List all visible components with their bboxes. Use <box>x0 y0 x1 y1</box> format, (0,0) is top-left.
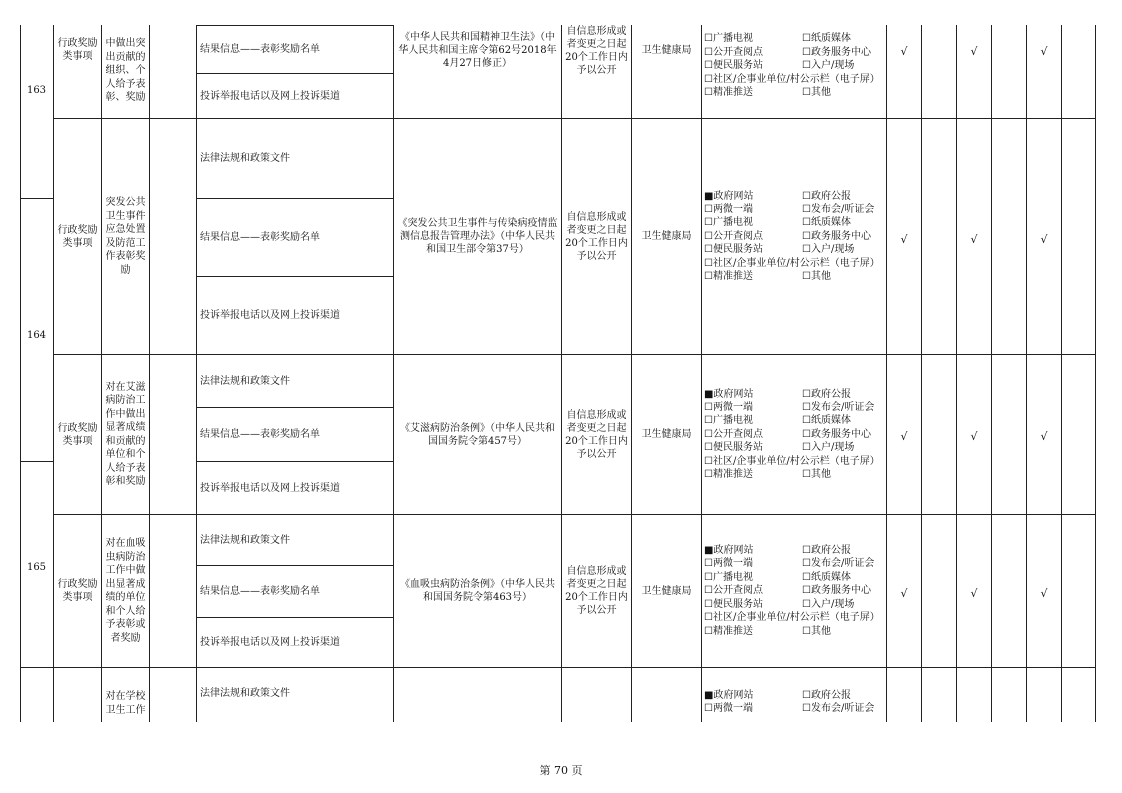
channel-option: ☐入户/现场 <box>802 244 855 256</box>
channels-list <box>704 119 886 354</box>
check-mark: √ <box>1040 44 1048 58</box>
channels-list <box>704 25 886 107</box>
check-mark: √ <box>900 586 908 600</box>
channel-option: ☐其他 <box>802 87 831 99</box>
channel-option: ☐纸质媒体 <box>802 217 851 229</box>
channel-option: ■政府网站 <box>704 388 754 400</box>
channel-option: ☐其他 <box>802 469 831 481</box>
channel-option: ☐纸质媒体 <box>802 415 851 427</box>
check-mark: √ <box>970 429 978 443</box>
channel-option: ☐社区/企事业单位/村公示栏（电子屏） <box>704 257 880 269</box>
channel-option: ☐政府公报 <box>802 689 851 701</box>
rule <box>1061 25 1062 722</box>
category-cell: 行政奖励类事项 <box>57 224 98 249</box>
info-cell: 法律法规和政策文件 <box>200 153 290 164</box>
channel-option: ☐政务服务中心 <box>802 428 871 440</box>
time-cell: 自信息形成或者变更之日起20个工作日内予以公开 <box>565 566 628 616</box>
check-mark: √ <box>900 429 908 443</box>
channel-option: ☐社区/企事业单位/村公示栏（电子屏） <box>704 455 880 467</box>
channel-option: ☐纸质媒体 <box>802 33 851 45</box>
channel-option: ☐两微一端 <box>704 401 753 413</box>
info-cell: 结果信息——表彰奖励名单 <box>200 232 320 243</box>
info-cell: 法律法规和政策文件 <box>200 375 290 387</box>
channel-option: ☐政务服务中心 <box>802 585 871 597</box>
channel-option: ☐便民服务站 <box>704 598 763 610</box>
channel-option: ☐便民服务站 <box>704 442 763 454</box>
channel-option: ☐发布会/听证会 <box>802 203 875 215</box>
info-cell: 投诉举报电话以及网上投诉渠道 <box>200 90 340 102</box>
item-cell: 中做出突出贡献的组织、个人给予表彰、奖励 <box>105 38 146 104</box>
basis-cell: 《血吸虫病防治条例》（中华人民共和国国务院令第463号） <box>400 579 555 603</box>
channel-option: ☐公开查阅点 <box>704 428 763 440</box>
channel-option: ☐政府公报 <box>802 545 851 557</box>
info-cell: 投诉举报电话以及网上投诉渠道 <box>200 482 340 494</box>
row-number: 163 <box>26 84 47 96</box>
channel-option: ☐两微一端 <box>704 203 753 215</box>
channel-option: ☐入户/现场 <box>802 60 855 72</box>
check-mark: √ <box>970 586 978 600</box>
info-cell: 结果信息——表彰奖励名单 <box>200 586 320 597</box>
channel-option: ■政府网站 <box>704 689 754 701</box>
channel-option: ☐两微一端 <box>704 558 753 570</box>
time-cell: 自信息形成或者变更之日起20个工作日内予以公开 <box>565 409 628 460</box>
rule <box>20 198 53 199</box>
subject-cell: 卫生健康局 <box>641 429 692 440</box>
channel-option: ☐广播电视 <box>704 33 753 45</box>
rule <box>701 25 702 722</box>
channel-option: ☐政府公报 <box>802 388 851 400</box>
time-cell: 自信息形成或者变更之日起20个工作日内予以公开 <box>565 26 628 76</box>
check-mark: √ <box>970 44 978 58</box>
item-cell: 对在血吸虫病防治工作中做出显著成绩的单位和个人给予表彰或者奖励 <box>105 538 146 644</box>
channel-option: ☐入户/现场 <box>802 442 855 454</box>
channel-option: ☐两微一端 <box>704 703 753 714</box>
category-cell: 行政奖励类事项 <box>57 38 98 62</box>
channel-option: ☐社区/企事业单位/村公示栏（电子屏） <box>704 612 880 624</box>
check-mark: √ <box>900 44 908 58</box>
basis-cell: 《突发公共卫生事件与传染病疫情监测信息报告管理办法》（中华人民共和国卫生部令第37号） <box>397 218 558 255</box>
channel-option: ☐公开查阅点 <box>704 585 763 597</box>
channel-option: ☐发布会/听证会 <box>802 703 875 714</box>
channel-option: ☐政务服务中心 <box>802 46 871 58</box>
category-cell: 行政奖励类事项 <box>57 579 98 603</box>
channel-option: ☐入户/现场 <box>802 598 855 610</box>
check-mark: √ <box>1040 429 1048 443</box>
rule <box>921 25 922 722</box>
channel-option: ☐政府公报 <box>802 190 851 202</box>
channel-option: ☐广播电视 <box>704 217 753 229</box>
check-mark: √ <box>1040 586 1048 600</box>
channel-option: ☐公开查阅点 <box>704 230 763 242</box>
channels-list <box>704 515 886 667</box>
info-cell: 法律法规和政策文件 <box>200 534 290 546</box>
channel-option: ☐其他 <box>802 271 831 283</box>
rule <box>991 25 992 722</box>
category-cell: 行政奖励类事项 <box>57 422 98 447</box>
channel-option: ☐政务服务中心 <box>802 230 871 242</box>
channel-option: ☐发布会/听证会 <box>802 401 875 413</box>
info-cell: 投诉举报电话以及网上投诉渠道 <box>200 310 340 321</box>
time-cell: 自信息形成或者变更之日起20个工作日内予以公开 <box>565 211 628 262</box>
rule <box>20 461 53 462</box>
channel-option: ☐社区/企事业单位/村公示栏（电子屏） <box>704 73 880 85</box>
info-cell: 结果信息——表彰奖励名单 <box>200 429 320 440</box>
channels-list <box>704 355 886 514</box>
check-mark: √ <box>900 232 908 246</box>
subject-cell: 卫生健康局 <box>641 231 692 242</box>
basis-cell: 《艾滋病防治条例》（中华人民共和国国务院令第457号） <box>400 422 555 447</box>
channel-option: ■政府网站 <box>704 190 754 202</box>
rule <box>20 667 1095 668</box>
rule <box>1095 25 1096 722</box>
channel-option: ☐便民服务站 <box>704 244 763 256</box>
info-cell: 法律法规和政策文件 <box>200 687 290 699</box>
channel-option: ☐精准推送 <box>704 625 753 637</box>
channels-list <box>704 688 886 716</box>
channel-option: ☐纸质媒体 <box>802 571 851 583</box>
channel-option: ☐其他 <box>802 625 831 637</box>
page-number: 第 70 页 <box>539 764 583 777</box>
channel-option: ☐公开查阅点 <box>704 46 763 58</box>
check-mark: √ <box>1040 232 1048 246</box>
subject-cell: 卫生健康局 <box>641 44 692 56</box>
subject-cell: 卫生健康局 <box>641 585 692 597</box>
info-cell: 投诉举报电话以及网上投诉渠道 <box>200 637 340 648</box>
channel-option: ☐便民服务站 <box>704 60 763 72</box>
check-mark: √ <box>970 232 978 246</box>
channel-option: ■政府网站 <box>704 545 754 557</box>
channel-option: ☐发布会/听证会 <box>802 558 875 570</box>
channel-option: ☐精准推送 <box>704 271 753 283</box>
channel-option: ☐广播电视 <box>704 415 753 427</box>
basis-cell: 《中华人民共和国精神卫生法》（中华人民共和国主席令第62号2018年4月27日修正） <box>398 31 557 69</box>
channel-option: ☐精准推送 <box>704 469 753 481</box>
info-cell: 结果信息——表彰奖励名单 <box>200 44 320 55</box>
rule <box>149 25 150 722</box>
channel-option: ☐精准推送 <box>704 87 753 99</box>
row-number: 165 <box>26 562 47 573</box>
item-cell: 突发公共卫生事件应急处置及防范工作表彰奖励 <box>105 197 146 276</box>
channel-option: ☐广播电视 <box>704 571 753 583</box>
item-cell: 对在学校卫生工作 <box>105 691 146 716</box>
row-number: 164 <box>26 329 47 341</box>
item-cell: 对在艾滋病防治工作中做出显著成绩和贡献的单位和个人给予表彰和奖励 <box>105 381 146 487</box>
